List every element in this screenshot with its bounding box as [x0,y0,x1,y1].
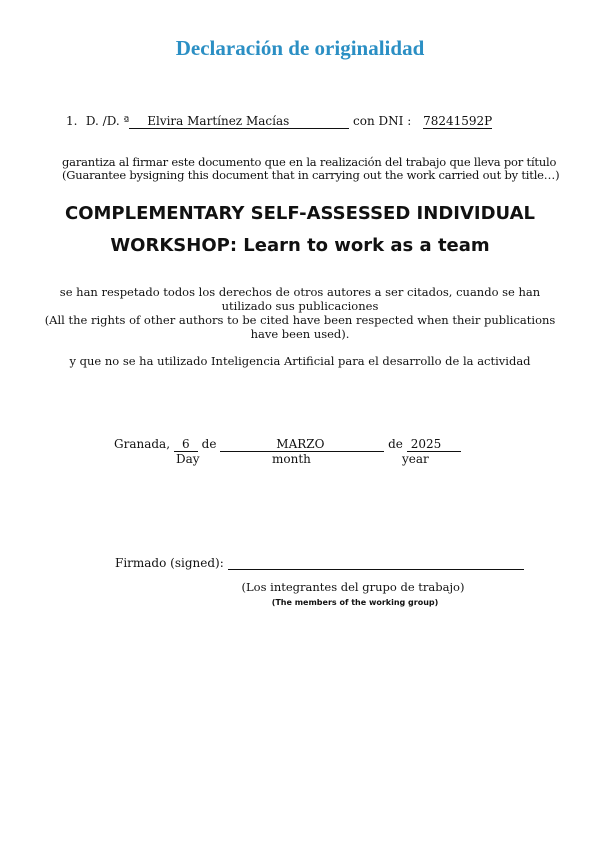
declarant-name: Elvira Martínez Macías [129,115,349,129]
guarantee-text [62,156,559,182]
dni-value: 78241592P [423,114,493,128]
declarant-row [66,114,492,129]
work-title-line-1: COMPLEMENTARY SELF-ASSESSED INDIVIDUAL [65,203,535,224]
rights-es [40,285,560,313]
declarant-prefix: D. /D. ª [85,114,130,128]
document-title: Declaración de originalidad [175,36,425,60]
rights-en-line-1: (All the rights of other authors to be cited have been respected when their publications [44,313,556,327]
date-de-1: de [201,437,217,451]
item-number: 1. [66,114,78,128]
members-es: (Los integrantes del grupo de trabajo) [241,580,465,594]
signature-line[interactable] [228,556,524,570]
date-de-2: de [388,437,403,451]
guarantee-en: (Guarantee bysigning this document that in carrying out the work carried out by title…) [62,168,560,182]
date-month: MARZO [220,438,384,452]
rights-es-line-2: utilizado sus publicaciones [221,299,379,313]
guarantee-es: garantiza al firmar este documento que en la realización del trabajo que lleva por título [62,155,557,169]
work-title-line-2: WORKSHOP: Learn to work as a team [110,235,490,256]
date-place: Granada, [114,437,171,451]
rights-es-line-1: se han respetado todos los derechos de otros autores a ser citados, cuando se han [59,285,541,299]
signature-row [115,556,524,570]
year-label: year [402,452,429,466]
members-en: (The members of the working group) [271,598,439,607]
ai-statement: y que no se ha utilizado Inteligencia Artificial para el desarrollo de la actividad [69,354,531,368]
month-label: month [272,452,311,466]
rights-en [40,313,560,341]
date-year: 2025 [407,438,461,452]
signed-label: Firmado (signed): [115,556,224,570]
day-label: Day [176,452,200,466]
date-row [114,437,461,452]
date-day: 6 [174,438,198,452]
dni-label: con DNI : [353,114,412,128]
rights-en-line-2: have been used). [250,327,350,341]
